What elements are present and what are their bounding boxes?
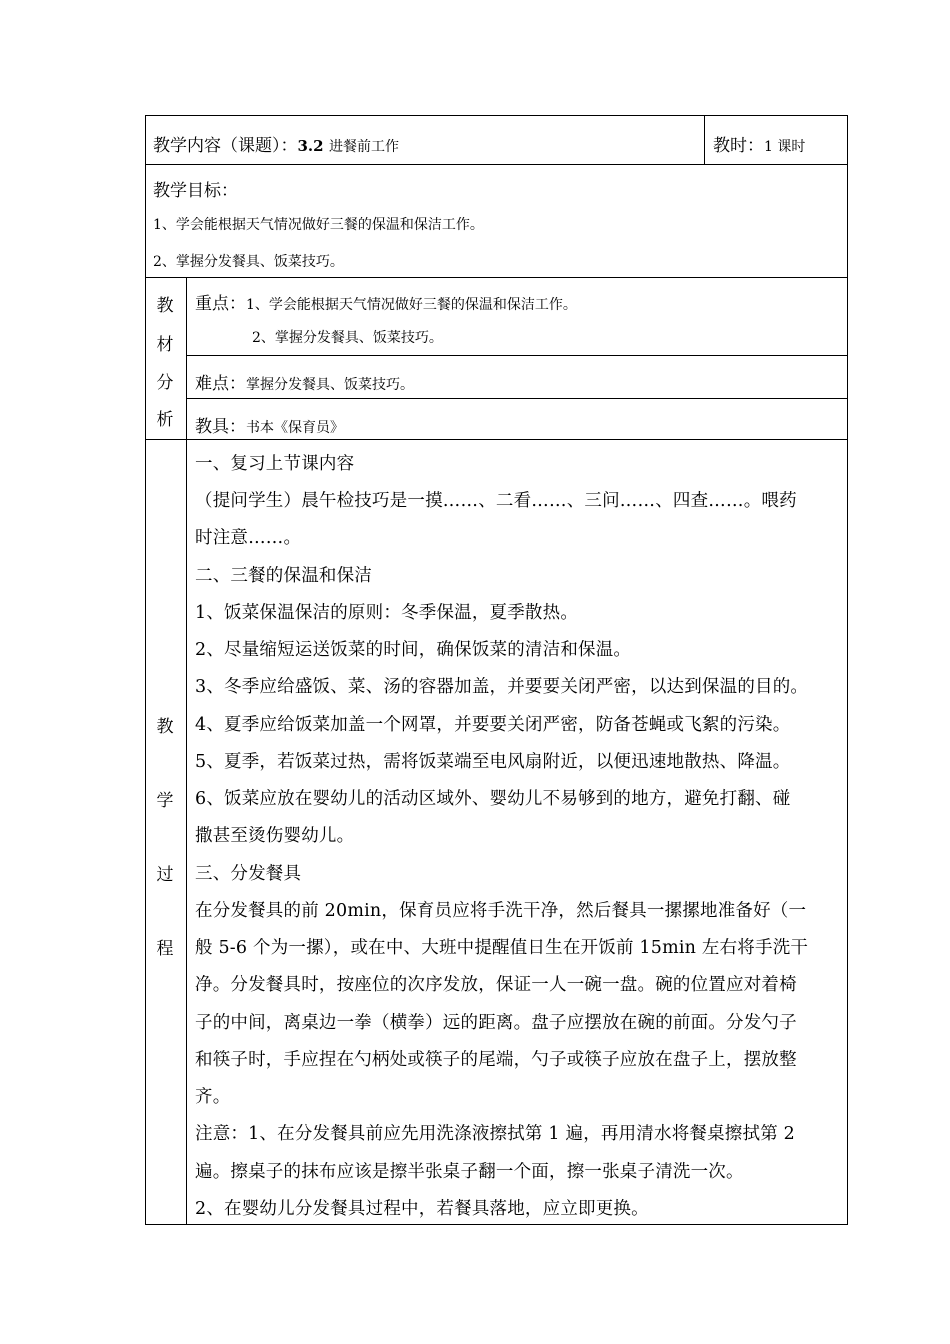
- process-line: 2、在婴幼儿分发餐具过程中，若餐具落地，应立即更换。: [195, 1199, 649, 1219]
- process-line: 撒甚至烫伤婴幼儿。: [195, 826, 355, 846]
- process-line: 在分发餐具的前 20min，保育员应将手洗干净，然后餐具一摞摞地准备好（一: [195, 901, 807, 921]
- hours-value: 1 课时: [764, 139, 806, 155]
- hours-label: 教时：: [713, 136, 764, 156]
- process-line: 二、三餐的保温和保洁: [195, 566, 372, 586]
- row-divider-objectives: [145, 277, 848, 278]
- process-line: 净。分发餐具时，按座位的次序发放，保证一人一碗一盘。碗的位置应对着椅: [195, 975, 797, 995]
- row-divider-difficulty: [186, 398, 848, 399]
- process-line: 6、饭菜应放在婴幼儿的活动区域外、婴幼儿不易够到的地方，避免打翻、碰: [195, 789, 791, 809]
- process-line: 和筷子时，手应捏在勺柄处或筷子的尾端，勺子或筷子应放在盘子上，摆放整: [195, 1050, 797, 1070]
- process-line: 子的中间，离桌边一拳（横拳）远的距离。盘子应摆放在碗的前面。分发勺子: [195, 1013, 797, 1033]
- analysis-side-label-char: 材: [156, 335, 174, 355]
- row-divider-header: [145, 164, 848, 165]
- analysis-side-label-char: 分: [156, 373, 174, 393]
- topic-label: 教学内容（课题）：: [153, 136, 298, 156]
- process-side-label-char: 教: [156, 717, 174, 737]
- process-line: 齐。: [195, 1087, 231, 1107]
- difficulty-label: 难点：: [195, 374, 246, 394]
- process-side-label-char: 学: [156, 791, 174, 811]
- row-divider-key: [186, 355, 848, 356]
- difficulty-text: 掌握分发餐具、饭菜技巧。: [246, 377, 414, 393]
- analysis-side-label-char: 析: [156, 410, 174, 430]
- key-points-label: 重点：: [195, 294, 246, 314]
- topic-cell: [153, 131, 399, 156]
- key-point-item: 2、掌握分发餐具、饭菜技巧。: [252, 330, 443, 346]
- row-divider-analysis: [145, 439, 848, 440]
- topic-title: 进餐前工作: [329, 139, 400, 155]
- topic-number: 3.2: [297, 137, 324, 155]
- analysis-side-label-char: 教: [156, 296, 174, 316]
- process-line: 注意：1、在分发餐具前应先用洗涤液擦拭第 1 遍，再用清水将餐桌擦拭第 2: [195, 1124, 795, 1144]
- process-line: 一、复习上节课内容: [195, 454, 355, 474]
- process-line: 三、分发餐具: [195, 864, 302, 884]
- aids-row: [195, 412, 344, 437]
- hours-cell: [713, 131, 805, 156]
- process-line: 2、尽量缩短运送饭菜的时间，确保饭菜的清洁和保温。: [195, 640, 632, 660]
- process-line: 时注意……。: [195, 528, 302, 548]
- aids-label: 教具：: [195, 417, 246, 437]
- process-side-label-char: 程: [156, 939, 174, 959]
- objectives-heading: 教学目标：: [153, 181, 238, 201]
- objective-item: 1、学会能根据天气情况做好三餐的保温和保洁工作。: [153, 217, 484, 233]
- process-line: 3、冬季应给盛饭、菜、汤的容器加盖，并要要关闭严密，以达到保温的目的。: [195, 677, 809, 697]
- process-side-label-char: 过: [156, 865, 174, 885]
- analysis-side-divider: [186, 277, 187, 1225]
- process-line: 遍。擦桌子的抹布应该是擦半张桌子翻一个面，擦一张桌子清洗一次。: [195, 1162, 744, 1182]
- process-line: 般 5-6 个为一摞），或在中、大班中提醒值日生在开饭前 15min 左右将手洗干: [195, 938, 809, 958]
- objective-item: 2、掌握分发餐具、饭菜技巧。: [153, 254, 344, 270]
- aids-text: 书本《保育员》: [246, 420, 344, 436]
- process-line: 4、夏季应给饭菜加盖一个网罩，并要要关闭严密，防备苍蝇或飞絮的污染。: [195, 715, 791, 735]
- process-line: （提问学生）晨午检技巧是一摸……、二看……、三问……、四查……。喂药: [195, 491, 797, 511]
- difficulty-row: [195, 369, 414, 394]
- key-point-item: 1、学会能根据天气情况做好三餐的保温和保洁工作。: [246, 297, 577, 313]
- process-line: 1、饭菜保温保洁的原则：冬季保温，夏季散热。: [195, 603, 579, 623]
- process-line: 5、夏季，若饭菜过热，需将饭菜端至电风扇附近，以便迅速地散热、降温。: [195, 752, 791, 772]
- key-points-row: [195, 289, 577, 314]
- header-divider: [704, 115, 705, 165]
